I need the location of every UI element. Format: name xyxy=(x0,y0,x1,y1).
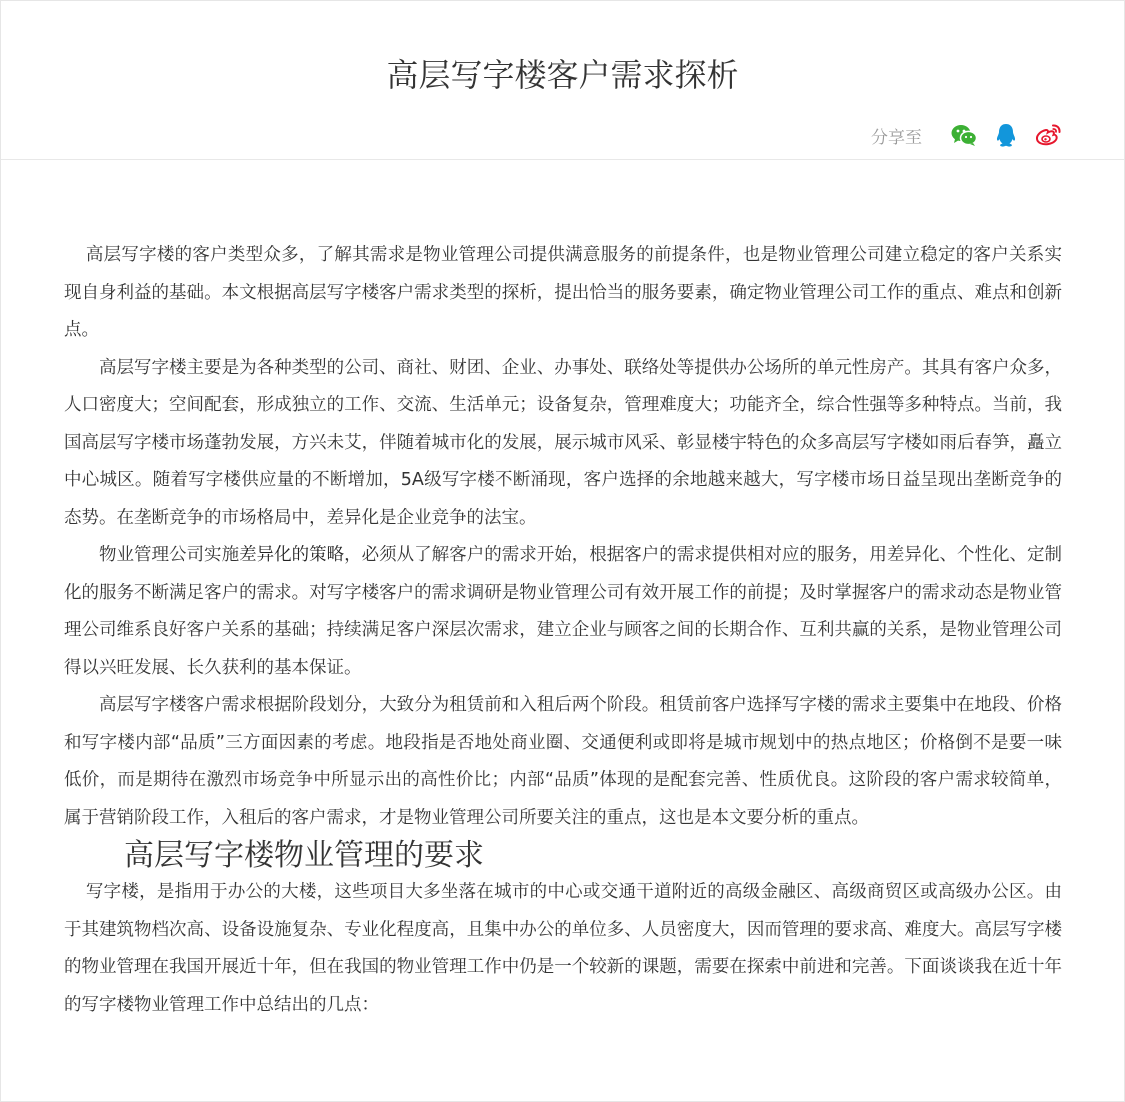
strategy-link[interactable]: 差异化的策略 xyxy=(239,545,345,565)
section-heading: 高层写字楼物业管理的要求 xyxy=(124,838,484,873)
qq-icon[interactable] xyxy=(992,121,1020,149)
paragraph xyxy=(64,537,1062,687)
paragraph: 高层写字楼的客户类型众多，了解其需求是物业管理公司提供满意服务的前提条件，也是物业管理公司建立稳定的客户关系实现自身利益的基础。本文根据高层写字楼客户需求类型的探析，提出恰当的服务要素，确定物业管理公司工作的重点、难点和创新点。 xyxy=(64,245,1062,340)
paragraph-text: 高层写字楼主要是为各种类型的公司、商社、财团、企业、办事处、联络处等提供办公场所的单元性房产。其具有客户众多，人口密度大；空间配套，形成独立的工作、交流、生活单元；设备复杂，管理难度大；功能齐全，综合性强等多种特点。当前，我国高层写字楼市场蓬勃发展，方兴未艾，伴随着城市化的发展，展示城市风采、彰显楼宇特色的众多高层写字楼如雨后春笋，矗立中心城区。随着写字楼供应量的不断增加，5A级写字楼不断涌现，客户选择的余地越来越大，写字楼市场日益呈现出垄断竞争的态势。在垄断竞争的市场格局中，差异化是企业竞争的法宝。 xyxy=(64,357,1062,528)
paragraph: 写字楼，是指用于办公的大楼，这些项目大多坐落在城市的中心或交通干道附近的高级金融区、高级商贸区或高级办公区。由于其建筑物档次高、设备设施复杂、专业化程度高，且集中办公的单位多、人员密度大，因而管理的要求高、难度大。高层写字楼的物业管理在我国开展近十年，但在我国的物业管理工作中仍是一个较新的课题，需要在探索中前进和完善。下面谈谈我在近十年的写字楼物业管理工作中总结出的几点： xyxy=(64,882,1062,1015)
paragraph-text: ，必须从了解客户的需求开始，根据客户的需求提供相对应的服务，用差异化、个性化、定制化的服务不断满足客户的需求。对写字楼客户的需求调研是物业管理公司有效开展工作的前提；及时掌握客户的需求动态是物业管理公司维系良好客户关系的基础；持续满足客户深层次需求，建立企业与顾客之间的长期合作、互利共赢的关系，是物业管理公司得以兴旺发展、长久获利的基本保证。 xyxy=(64,545,1063,678)
wechat-icon[interactable] xyxy=(950,121,978,149)
share-bar xyxy=(871,119,1062,151)
paragraph-text: 物业管理公司实施 xyxy=(99,545,240,565)
weibo-icon[interactable] xyxy=(1034,121,1062,149)
article-body xyxy=(64,237,1062,1024)
article-header xyxy=(1,1,1124,160)
article-title: 高层写字楼客户需求探析 xyxy=(386,56,739,94)
paragraph xyxy=(64,350,1062,538)
paragraph: 高层写字楼客户需求根据阶段划分，大致分为租赁前和入租后两个阶段。租赁前客户选择写字楼的需求主要集中在地段、价格和写字楼内部“品质”三方面因素的考虑。地段指是否地处商业圈、交通便利或即将是城市规划中的热点地区；价格倒不是要一味低价，而是期待在激烈市场竞争中所显示出的高性价比；内部“品质”体现的是配套完善、性质优良。这阶段的客户需求较简单，属于营销阶段工作，入租后的客户需求，才是物业管理公司所要关注的重点，这也是本文要分析的重点。 xyxy=(64,695,1062,828)
share-label: 分享至 xyxy=(871,127,922,148)
